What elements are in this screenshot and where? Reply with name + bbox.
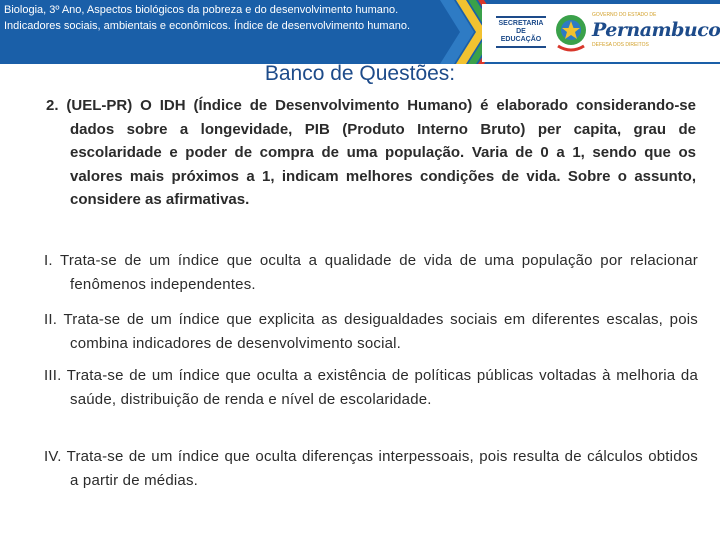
state-crest-icon [552, 10, 590, 54]
government-logos [482, 4, 720, 62]
statement-i: I. Trata-se de um índice que oculta a qualidade de vida de uma população por relacionar fenômenos independentes. [44, 252, 698, 293]
statement-iv: IV. Trata-se de um índice que oculta diferenças interpessoais, pois resulta de cálculos obtidos a partir de médias. [44, 448, 698, 489]
secretaria-logo: SECRETARIA DE EDUCAÇÃO [496, 14, 546, 50]
page-title: Banco de Questões: [264, 62, 456, 85]
statement-iii: III. Trata-se de um índice que oculta a existência de políticas públicas voltadas à melhoria da saúde, distribuição de renda e nível de escolaridade. [44, 367, 698, 408]
header-title: Biologia, 3º Ano, Aspectos biológicos da pobreza e do desenvolvimento humano. Indicadores sociais, ambientais e econômicos. Índice de desenvolvimento humano. [4, 4, 411, 32]
statement-ii: II. Trata-se de um índice que explicita as desigualdades sociais em diferentes escalas, pois combina indicadores de desenvolvimento social. [44, 311, 698, 352]
header-banner [0, 0, 720, 64]
question-text: 2. (UEL-PR) O IDH (Índice de Desenvolvimento Humano) é elaborado considerando-se dados sobre a longevidade, PIB (Produto Interno Bruto) per capita, grau de escolaridade e poder de compra de uma população. Varia de 0 a 1, sendo que os valores mais próximos a 1, indicam melhores condições de vida. Sobre o assunto, considere as afirmativas. [46, 97, 696, 208]
pernambuco-wordmark: GOVERNO DO ESTADO DE Pernambuco DEFESA DOS DIREITOS [592, 12, 720, 48]
